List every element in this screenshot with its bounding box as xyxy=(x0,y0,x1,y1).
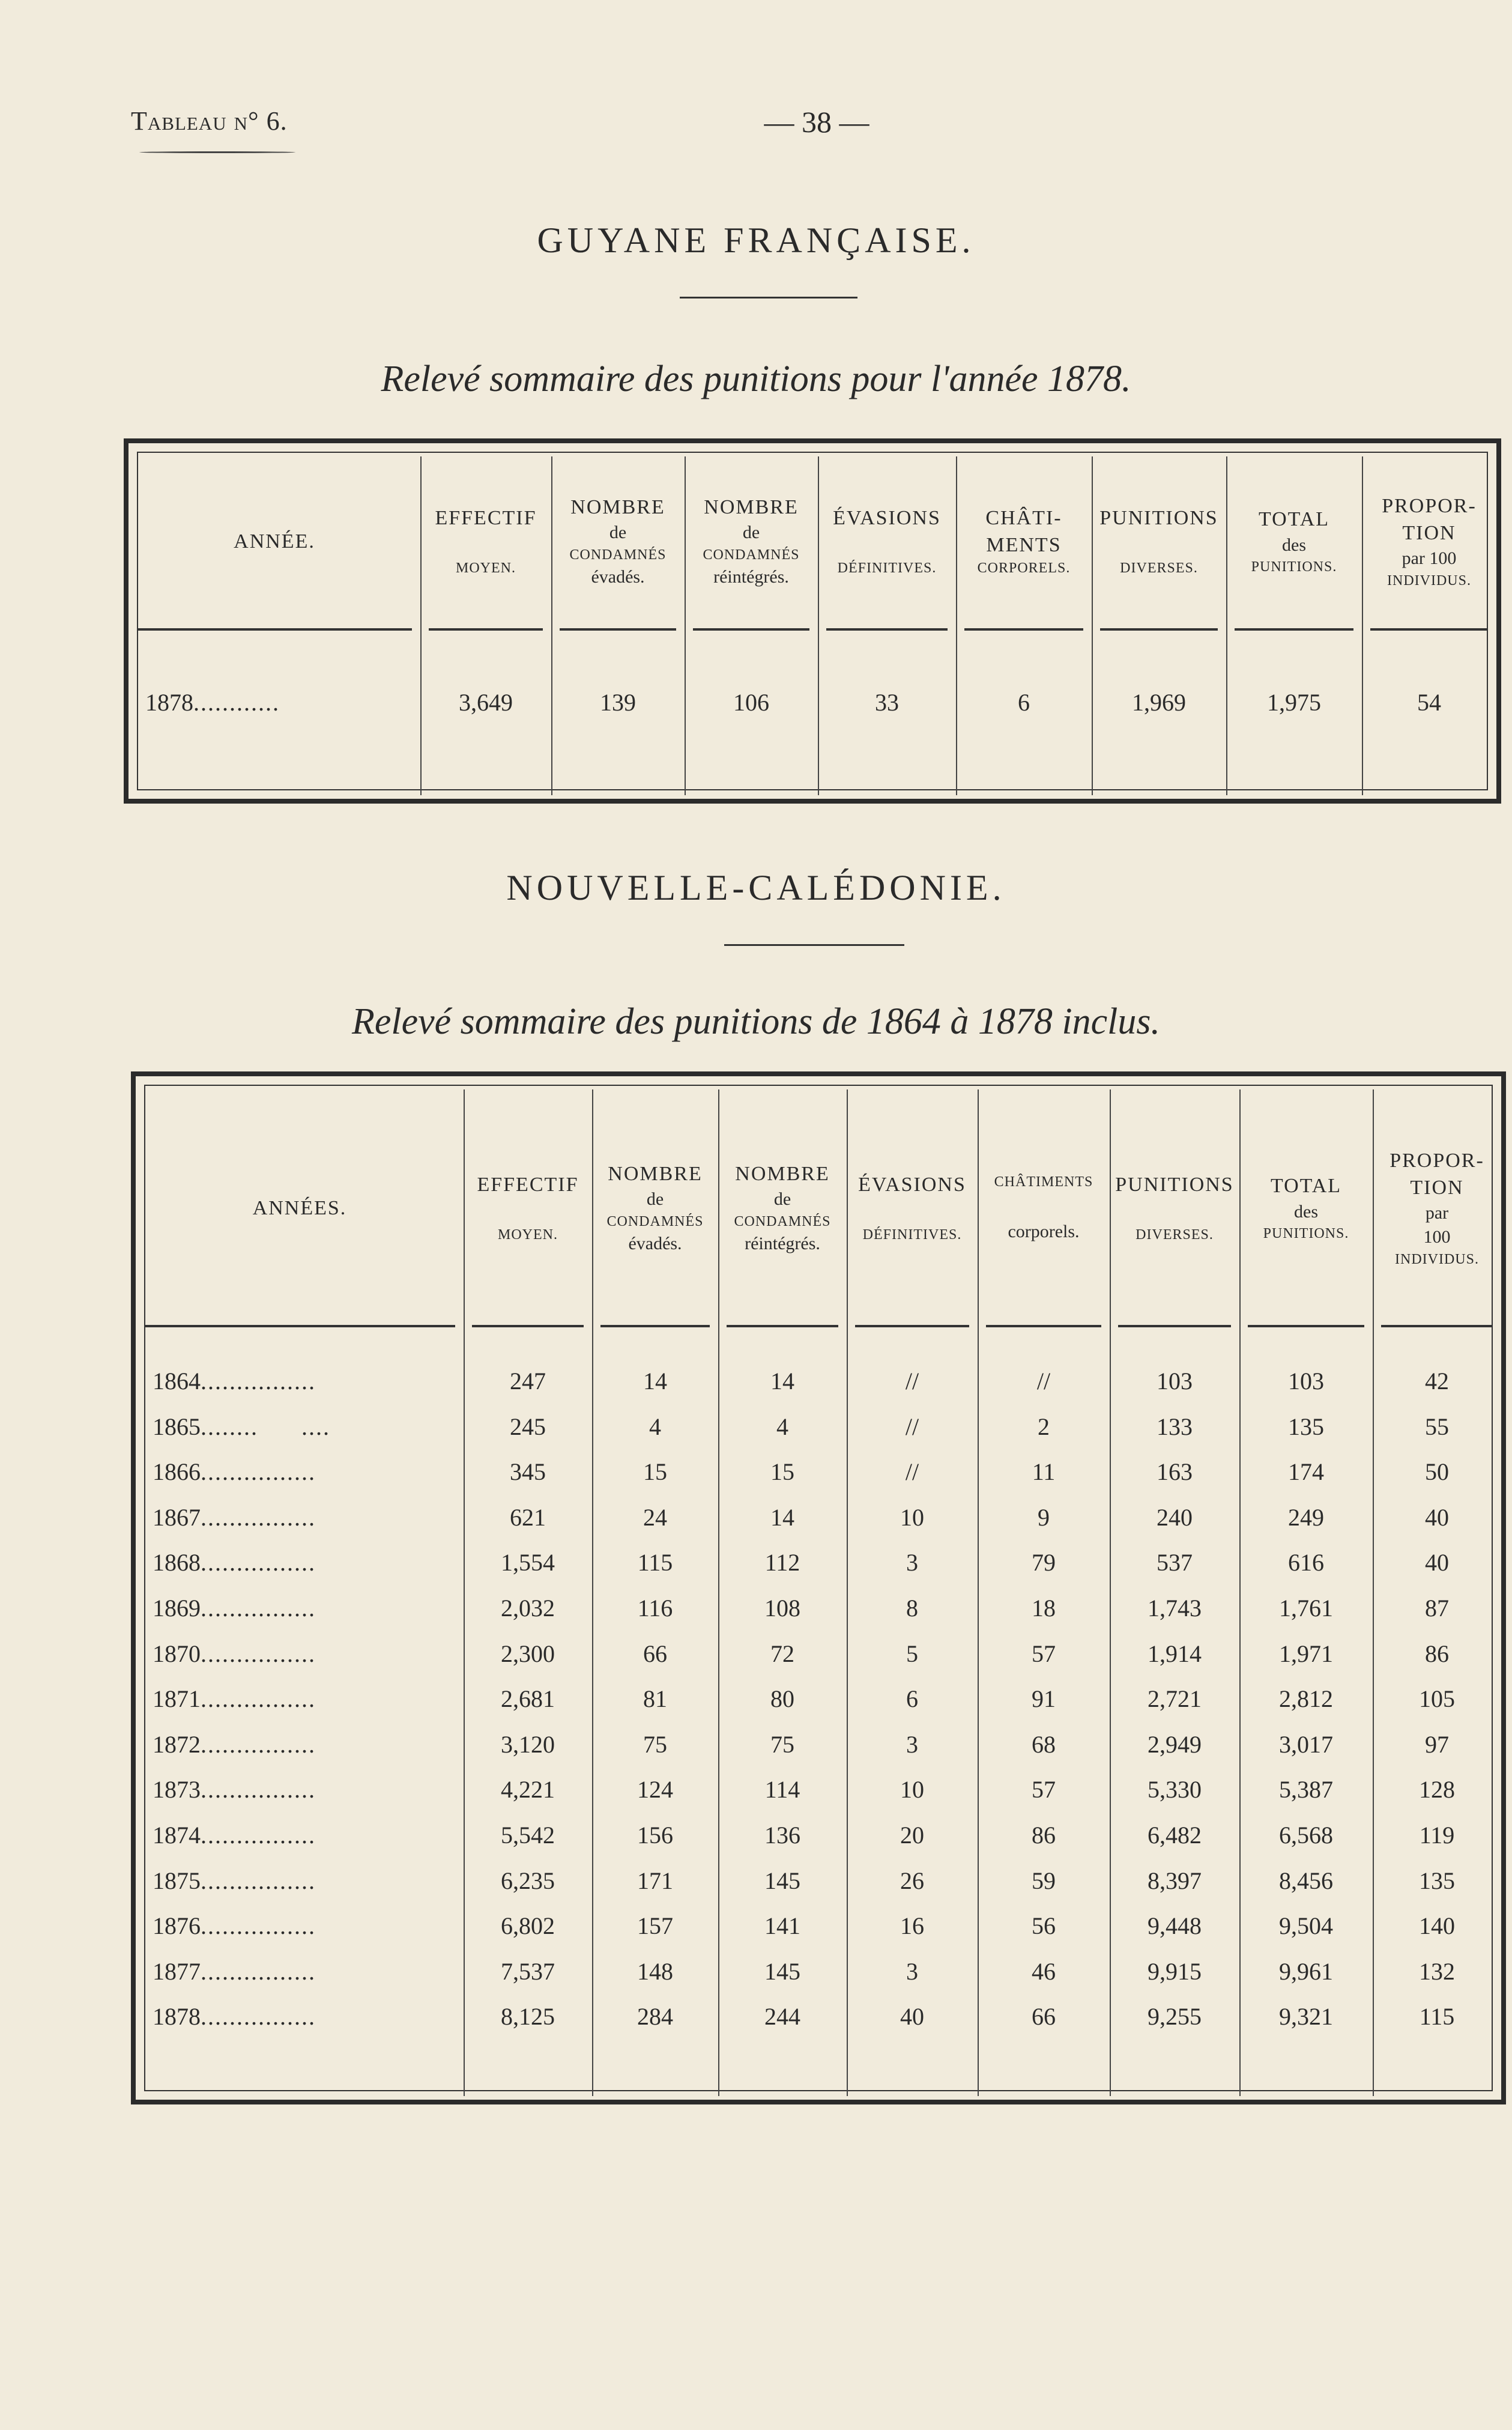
caledonie-year-value: 1869 xyxy=(153,1595,201,1622)
guyane-column-header xyxy=(1226,461,1362,622)
caledonie-cell-effectif: 6,802 xyxy=(501,1912,555,1940)
caledonie-cell-evasions: // xyxy=(905,1413,919,1440)
guyane-header-rule xyxy=(137,628,412,631)
guyane-column-header-text: MOYEN. xyxy=(456,560,516,577)
caledonie-cell-total: 8,456 xyxy=(1279,1867,1333,1894)
caledonie-cell-reintegres: 72 xyxy=(770,1640,794,1667)
caledonie-cell-proportion: 115 xyxy=(1419,2003,1455,2031)
caledonie-column-header-text xyxy=(1172,1200,1178,1223)
guyane-cell-proportion: 54 xyxy=(1417,689,1441,716)
guyane-header-rule xyxy=(1370,628,1488,631)
caledonie-column-header-text: DÉFINITIVES. xyxy=(862,1227,962,1243)
guyane-column-header-text xyxy=(884,533,891,557)
caledonie-cell-evades: 157 xyxy=(637,1912,673,1940)
guyane-column-header-text: CONDAMNÉS xyxy=(703,547,800,563)
caledonie-column-header-text: NOMBRE xyxy=(608,1163,703,1186)
caledonie-cell-reintegres: 14 xyxy=(770,1503,794,1531)
caledonie-cell-effectif: 621 xyxy=(510,1503,546,1531)
caledonie-cell-reintegres: 15 xyxy=(770,1458,794,1486)
guyane-column-header-text: CORPORELS. xyxy=(977,560,1071,577)
guyane-title: GUYANE FRANÇAISE. xyxy=(537,220,975,260)
guyane-header-rule xyxy=(826,628,948,631)
caledonie-column-header xyxy=(592,1098,718,1319)
guyane-column-header-text: par 100 xyxy=(1402,548,1457,569)
caledonie-row-year xyxy=(153,1957,459,1986)
caledonie-cell-evades: 24 xyxy=(643,1503,667,1531)
guyane-column-header-text: PROPOR- xyxy=(1382,494,1477,517)
caledonie-cell-chatiments: 57 xyxy=(1032,1776,1056,1804)
guyane-column-header-text: réintégrés. xyxy=(713,567,789,587)
caledonie-cell-chatiments: 11 xyxy=(1032,1458,1056,1486)
caledonie-cell-total: 1,971 xyxy=(1279,1640,1333,1667)
caledonie-cell-total: 174 xyxy=(1288,1458,1324,1486)
guyane-cell-punitions: 1,969 xyxy=(1132,689,1186,716)
caledonie-row-year xyxy=(153,1730,459,1759)
guyane-column-header-text xyxy=(483,533,489,557)
caledonie-year-value: 1873 xyxy=(153,1776,201,1804)
caledonie-cell-punitions: 8,397 xyxy=(1148,1867,1202,1894)
guyane-column-header-text: EFFECTIF xyxy=(435,507,537,530)
caledonie-subtitle: Relevé sommaire des punitions de 1864 à 1878 inclus. xyxy=(352,1001,1160,1042)
caledonie-table xyxy=(131,1071,1506,2104)
guyane-cell-chatiments: 6 xyxy=(1018,689,1030,716)
caledonie-cell-evades: 284 xyxy=(637,2003,673,2031)
caledonie-cell-punitions: 5,330 xyxy=(1148,1776,1202,1804)
caledonie-leader-dots: ................ xyxy=(201,1458,316,1486)
caledonie-header-rule xyxy=(144,1325,455,1327)
guyane-column-header-text: TION xyxy=(1402,521,1456,544)
guyane-title-rule xyxy=(680,297,857,298)
caledonie-header-rule xyxy=(1248,1325,1364,1327)
caledonie-year-value: 1868 xyxy=(153,1549,201,1577)
caledonie-row-year xyxy=(153,1867,459,1895)
guyane-column-header xyxy=(129,461,420,622)
tableau-label: Tableau n° 6. xyxy=(131,106,288,136)
caledonie-year-value: 1875 xyxy=(153,1867,201,1894)
guyane-column-header-text: PUNITIONS. xyxy=(1251,559,1337,575)
guyane-column-header-text: de xyxy=(742,523,760,543)
caledonie-cell-proportion: 42 xyxy=(1425,1368,1449,1395)
guyane-column-header-text: DIVERSES. xyxy=(1120,560,1198,577)
caledonie-cell-evasions: // xyxy=(905,1458,919,1486)
caledonie-cell-punitions: 2,721 xyxy=(1148,1685,1202,1713)
caledonie-column-header xyxy=(978,1098,1110,1319)
caledonie-column-header-text: ANNÉES. xyxy=(252,1197,347,1220)
caledonie-cell-proportion: 135 xyxy=(1419,1867,1455,1894)
caledonie-column-header-text: CHÂTIMENTS xyxy=(994,1174,1093,1190)
caledonie-cell-evades: 75 xyxy=(643,1730,667,1758)
caledonie-cell-total: 6,568 xyxy=(1279,1822,1333,1849)
caledonie-cell-chatiments: 57 xyxy=(1032,1640,1056,1667)
caledonie-header-rule xyxy=(986,1325,1101,1327)
caledonie-leader-dots: ................ xyxy=(201,1776,316,1804)
caledonie-cell-proportion: 86 xyxy=(1425,1640,1449,1667)
caledonie-year-value: 1870 xyxy=(153,1640,201,1667)
caledonie-column-header-text: ÉVASIONS xyxy=(858,1174,966,1196)
caledonie-cell-proportion: 128 xyxy=(1419,1776,1455,1804)
caledonie-header-rule xyxy=(472,1325,584,1327)
caledonie-cell-chatiments: 46 xyxy=(1032,1957,1056,1985)
caledonie-cell-evades: 116 xyxy=(637,1595,673,1622)
caledonie-column-header-text: DIVERSES. xyxy=(1136,1227,1214,1243)
caledonie-cell-evasions: 3 xyxy=(906,1730,918,1758)
caledonie-leader-dots: ................ xyxy=(201,1867,316,1894)
caledonie-column-header-text: PUNITIONS xyxy=(1115,1174,1234,1196)
caledonie-year-value: 1872 xyxy=(153,1730,201,1758)
guyane-column-header-text: CONDAMNÉS xyxy=(569,547,667,563)
caledonie-cell-chatiments: // xyxy=(1036,1368,1051,1395)
caledonie-cell-evasions: 3 xyxy=(906,1549,918,1577)
caledonie-cell-chatiments: 18 xyxy=(1032,1595,1056,1622)
caledonie-row-year xyxy=(153,1640,459,1668)
caledonie-cell-reintegres: 141 xyxy=(764,1912,800,1940)
caledonie-cell-reintegres: 112 xyxy=(764,1549,800,1577)
caledonie-leader-dots: ................ xyxy=(201,1503,316,1531)
caledonie-cell-total: 5,387 xyxy=(1279,1776,1333,1804)
caledonie-cell-chatiments: 59 xyxy=(1032,1867,1056,1894)
caledonie-column-header-text xyxy=(297,1224,303,1247)
caledonie-cell-punitions: 2,949 xyxy=(1148,1730,1202,1758)
caledonie-cell-effectif: 2,300 xyxy=(501,1640,555,1667)
guyane-column-header-text: ANNÉE. xyxy=(234,530,315,553)
caledonie-cell-proportion: 140 xyxy=(1419,1912,1455,1940)
caledonie-year-value: 1864 xyxy=(153,1368,201,1395)
caledonie-cell-effectif: 5,542 xyxy=(501,1822,555,1849)
caledonie-column-header-text xyxy=(297,1169,303,1193)
caledonie-leader-dots: ................ xyxy=(201,2003,316,2031)
caledonie-column-header xyxy=(136,1098,464,1319)
caledonie-year-value: 1877 xyxy=(153,1957,201,1985)
caledonie-header-rule xyxy=(855,1325,969,1327)
caledonie-cell-total: 1,761 xyxy=(1279,1595,1333,1622)
caledonie-header-rule xyxy=(1381,1325,1493,1327)
caledonie-cell-evades: 66 xyxy=(643,1640,667,1667)
caledonie-column-header-text: CONDAMNÉS xyxy=(734,1213,831,1229)
caledonie-year-value: 1866 xyxy=(153,1458,201,1486)
caledonie-column-header-text: CONDAMNÉS xyxy=(606,1213,704,1229)
guyane-cell-reintegres: 106 xyxy=(733,689,769,716)
caledonie-cell-evades: 4 xyxy=(649,1413,661,1440)
caledonie-year-value: 1871 xyxy=(153,1685,201,1713)
caledonie-cell-evades: 115 xyxy=(637,1549,673,1577)
caledonie-year-value: 1865 xyxy=(153,1413,201,1440)
caledonie-leader-dots: ................ xyxy=(201,1730,316,1758)
guyane-column-header xyxy=(685,461,818,622)
caledonie-header-rule xyxy=(600,1325,710,1327)
caledonie-cell-reintegres: 244 xyxy=(764,2003,800,2031)
caledonie-row-year xyxy=(153,1594,459,1622)
caledonie-column-header-text: de xyxy=(646,1189,664,1210)
caledonie-cell-proportion: 40 xyxy=(1425,1503,1449,1531)
guyane-header-rule xyxy=(560,628,676,631)
guyane-cell-effectif: 3,649 xyxy=(459,689,513,716)
caledonie-cell-effectif: 3,120 xyxy=(501,1730,555,1758)
caledonie-leader-dots: ................ xyxy=(201,1957,316,1985)
caledonie-cell-punitions: 103 xyxy=(1157,1368,1193,1395)
caledonie-cell-total: 135 xyxy=(1288,1413,1324,1440)
caledonie-cell-reintegres: 108 xyxy=(764,1595,800,1622)
guyane-column-header-text: NOMBRE xyxy=(704,496,799,519)
caledonie-cell-proportion: 105 xyxy=(1419,1685,1455,1713)
caledonie-column-header xyxy=(1239,1098,1373,1319)
page-number: — 38 — xyxy=(764,105,869,139)
caledonie-cell-evasions: 8 xyxy=(906,1595,918,1622)
caledonie-year-value: 1874 xyxy=(153,1822,201,1849)
guyane-cell-evasions: 33 xyxy=(875,689,899,716)
caledonie-title-rule xyxy=(724,944,904,946)
caledonie-column-header-text: 100 xyxy=(1423,1227,1451,1247)
caledonie-cell-effectif: 1,554 xyxy=(501,1549,555,1577)
guyane-column-header-text: PUNITIONS xyxy=(1099,507,1218,530)
caledonie-column-header-text: par xyxy=(1425,1202,1449,1223)
caledonie-column-header-text: réintégrés. xyxy=(745,1234,820,1254)
caledonie-cell-effectif: 7,537 xyxy=(501,1957,555,1985)
guyane-column-header-text: de xyxy=(609,523,627,543)
guyane-column-header-text: INDIVIDUS. xyxy=(1387,572,1471,589)
caledonie-cell-punitions: 1,914 xyxy=(1148,1640,1202,1667)
guyane-column-header-text xyxy=(271,503,278,526)
caledonie-cell-evasions: 3 xyxy=(906,1957,918,1985)
caledonie-row-year xyxy=(153,1685,459,1713)
caledonie-cell-chatiments: 91 xyxy=(1032,1685,1056,1713)
caledonie-cell-proportion: 50 xyxy=(1425,1458,1449,1486)
caledonie-cell-reintegres: 75 xyxy=(770,1730,794,1758)
caledonie-cell-reintegres: 80 xyxy=(770,1685,794,1713)
caledonie-cell-evasions: 26 xyxy=(900,1867,924,1894)
caledonie-column-header-text xyxy=(909,1200,916,1223)
caledonie-cell-evades: 14 xyxy=(643,1368,667,1395)
caledonie-cell-reintegres: 145 xyxy=(764,1867,800,1894)
caledonie-cell-punitions: 6,482 xyxy=(1148,1822,1202,1849)
guyane-column-header-text: ÉVASIONS xyxy=(833,507,941,530)
caledonie-leader-dots: ................ xyxy=(201,1640,316,1667)
caledonie-cell-total: 9,321 xyxy=(1279,2003,1333,2031)
caledonie-row-year xyxy=(153,1367,459,1395)
caledonie-cell-effectif: 345 xyxy=(510,1458,546,1486)
caledonie-cell-punitions: 1,743 xyxy=(1148,1595,1202,1622)
guyane-header-rule xyxy=(693,628,809,631)
caledonie-cell-effectif: 4,221 xyxy=(501,1776,555,1804)
guyane-column-header xyxy=(551,461,685,622)
caledonie-column-header xyxy=(1373,1098,1501,1319)
guyane-column-header xyxy=(956,461,1092,622)
tableau-underline xyxy=(139,151,295,153)
caledonie-cell-effectif: 8,125 xyxy=(501,2003,555,2031)
caledonie-leader-dots: ................ xyxy=(201,1912,316,1940)
caledonie-column-header-text: de xyxy=(773,1189,791,1210)
guyane-column-header-text: NOMBRE xyxy=(570,496,665,519)
caledonie-cell-evasions: 16 xyxy=(900,1912,924,1940)
caledonie-column-header xyxy=(464,1098,592,1319)
guyane-year-value: 1878 xyxy=(145,689,193,716)
caledonie-row-year xyxy=(153,1548,459,1577)
caledonie-cell-reintegres: 114 xyxy=(764,1776,800,1804)
caledonie-cell-total: 9,961 xyxy=(1279,1957,1333,1985)
caledonie-column-header-text: TOTAL xyxy=(1270,1175,1342,1198)
caledonie-cell-reintegres: 145 xyxy=(764,1957,800,1985)
caledonie-cell-chatiments: 9 xyxy=(1038,1503,1050,1531)
caledonie-leader-dots: ................ xyxy=(201,1685,316,1713)
caledonie-column-header xyxy=(847,1098,978,1319)
caledonie-cell-evasions: 6 xyxy=(906,1685,918,1713)
caledonie-cell-evades: 124 xyxy=(637,1776,673,1804)
caledonie-leader-dots: ................ xyxy=(201,1822,316,1849)
guyane-column-header xyxy=(1362,461,1496,622)
caledonie-cell-effectif: 245 xyxy=(510,1413,546,1440)
caledonie-cell-evades: 15 xyxy=(643,1458,667,1486)
caledonie-leader-dots: ........ .... xyxy=(201,1413,330,1440)
caledonie-cell-punitions: 9,255 xyxy=(1148,2003,1202,2031)
caledonie-column-header-text: corporels. xyxy=(1008,1222,1080,1242)
caledonie-cell-proportion: 40 xyxy=(1425,1549,1449,1577)
caledonie-cell-effectif: 247 xyxy=(510,1368,546,1395)
caledonie-cell-punitions: 537 xyxy=(1157,1549,1193,1577)
caledonie-cell-chatiments: 56 xyxy=(1032,1912,1056,1940)
caledonie-column-header xyxy=(718,1098,847,1319)
caledonie-cell-chatiments: 86 xyxy=(1032,1822,1056,1849)
caledonie-cell-total: 103 xyxy=(1288,1368,1324,1395)
caledonie-cell-proportion: 55 xyxy=(1425,1413,1449,1440)
caledonie-leader-dots: ................ xyxy=(201,1368,316,1395)
caledonie-cell-evades: 148 xyxy=(637,1957,673,1985)
caledonie-cell-total: 616 xyxy=(1288,1549,1324,1577)
guyane-column-header-text xyxy=(1156,533,1163,557)
caledonie-cell-reintegres: 14 xyxy=(770,1368,794,1395)
caledonie-cell-reintegres: 4 xyxy=(776,1413,788,1440)
guyane-table xyxy=(124,438,1501,804)
caledonie-cell-proportion: 97 xyxy=(1425,1730,1449,1758)
caledonie-column-header-text: des xyxy=(1294,1201,1318,1222)
caledonie-cell-evasions: 10 xyxy=(900,1776,924,1804)
caledonie-cell-evasions: 20 xyxy=(900,1822,924,1849)
caledonie-cell-total: 9,504 xyxy=(1279,1912,1333,1940)
guyane-column-header-text: des xyxy=(1282,535,1306,555)
caledonie-cell-evades: 81 xyxy=(643,1685,667,1713)
guyane-column-header-text: MENTS xyxy=(986,534,1062,557)
caledonie-cell-evasions: 10 xyxy=(900,1503,924,1531)
caledonie-cell-evades: 171 xyxy=(637,1867,673,1894)
caledonie-column-header-text: TION xyxy=(1410,1176,1464,1199)
guyane-column-header-text: évadés. xyxy=(591,567,645,587)
caledonie-cell-chatiments: 2 xyxy=(1038,1413,1050,1440)
guyane-subtitle: Relevé sommaire des punitions pour l'année 1878. xyxy=(381,359,1131,399)
caledonie-cell-chatiments: 68 xyxy=(1032,1730,1056,1758)
guyane-column-header-text: TOTAL xyxy=(1258,508,1330,531)
caledonie-cell-punitions: 9,915 xyxy=(1148,1957,1202,1985)
caledonie-column-header-text: PUNITIONS. xyxy=(1263,1226,1349,1241)
caledonie-cell-effectif: 2,681 xyxy=(501,1685,555,1713)
guyane-header-rule xyxy=(964,628,1083,631)
caledonie-title: NOUVELLE-CALÉDONIE. xyxy=(506,868,1006,907)
caledonie-row-year xyxy=(153,1503,459,1532)
caledonie-column-header-text: PROPOR- xyxy=(1390,1149,1484,1172)
caledonie-column-header-text: EFFECTIF xyxy=(477,1174,579,1196)
caledonie-year-value: 1867 xyxy=(153,1503,201,1531)
caledonie-column-header xyxy=(1110,1098,1239,1319)
caledonie-row-year xyxy=(153,1413,459,1441)
caledonie-cell-evasions: 5 xyxy=(906,1640,918,1667)
guyane-cell-evades: 139 xyxy=(600,689,636,716)
caledonie-column-header-text xyxy=(525,1200,531,1223)
guyane-column-header-text: CHÂTI- xyxy=(985,507,1062,530)
caledonie-column-header-text: INDIVIDUS. xyxy=(1395,1251,1479,1267)
caledonie-header-rule xyxy=(727,1325,838,1327)
caledonie-row-year xyxy=(153,2002,459,2031)
guyane-column-header xyxy=(420,461,551,622)
caledonie-column-header-text: MOYEN. xyxy=(498,1227,558,1243)
guyane-row-year xyxy=(145,688,416,717)
caledonie-year-value: 1876 xyxy=(153,1912,201,1940)
guyane-header-rule xyxy=(1235,628,1353,631)
caledonie-cell-proportion: 119 xyxy=(1419,1822,1455,1849)
caledonie-cell-proportion: 87 xyxy=(1425,1595,1449,1622)
caledonie-cell-evades: 156 xyxy=(637,1822,673,1849)
caledonie-cell-chatiments: 66 xyxy=(1032,2003,1056,2031)
guyane-column-header-text: DÉFINITIVES. xyxy=(837,560,937,577)
caledonie-cell-chatiments: 79 xyxy=(1032,1549,1056,1577)
caledonie-cell-punitions: 9,448 xyxy=(1148,1912,1202,1940)
caledonie-cell-effectif: 2,032 xyxy=(501,1595,555,1622)
caledonie-leader-dots: ................ xyxy=(201,1549,316,1577)
caledonie-cell-evasions: 40 xyxy=(900,2003,924,2031)
guyane-header-rule xyxy=(1100,628,1218,631)
caledonie-cell-punitions: 163 xyxy=(1157,1458,1193,1486)
caledonie-cell-evasions: // xyxy=(905,1368,919,1395)
caledonie-column-header-text xyxy=(1041,1195,1047,1218)
caledonie-cell-punitions: 240 xyxy=(1157,1503,1193,1531)
caledonie-year-value: 1878 xyxy=(153,2003,201,2031)
guyane-column-header xyxy=(818,461,956,622)
guyane-leader-dots: ............ xyxy=(193,689,280,716)
guyane-column-header-text xyxy=(271,557,278,581)
caledonie-cell-total: 2,812 xyxy=(1279,1685,1333,1713)
caledonie-cell-reintegres: 136 xyxy=(764,1822,800,1849)
caledonie-header-rule xyxy=(1118,1325,1231,1327)
caledonie-column-header-text: évadés. xyxy=(628,1234,682,1254)
caledonie-cell-punitions: 133 xyxy=(1157,1413,1193,1440)
caledonie-cell-total: 3,017 xyxy=(1279,1730,1333,1758)
caledonie-leader-dots: ................ xyxy=(201,1595,316,1622)
guyane-header-rule xyxy=(429,628,543,631)
caledonie-cell-proportion: 132 xyxy=(1419,1957,1455,1985)
caledonie-column-header-text: NOMBRE xyxy=(735,1163,830,1186)
guyane-column-header xyxy=(1092,461,1226,622)
caledonie-row-year xyxy=(153,1775,459,1804)
caledonie-cell-effectif: 6,235 xyxy=(501,1867,555,1894)
caledonie-row-year xyxy=(153,1912,459,1940)
caledonie-row-year xyxy=(153,1458,459,1486)
caledonie-cell-total: 249 xyxy=(1288,1503,1324,1531)
caledonie-row-year xyxy=(153,1821,459,1849)
guyane-cell-total: 1,975 xyxy=(1267,689,1321,716)
